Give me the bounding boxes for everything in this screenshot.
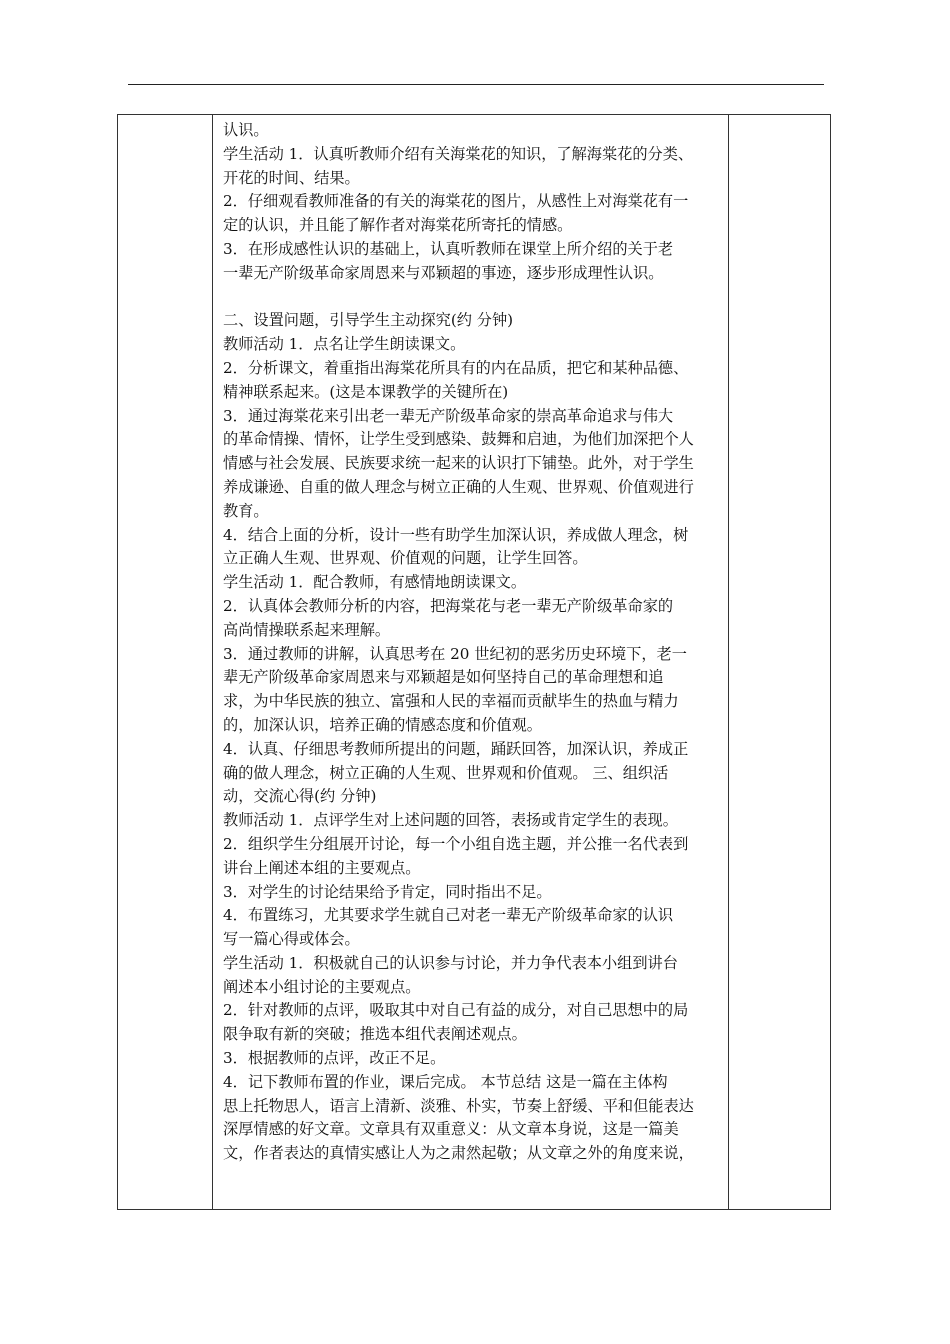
text-line: 2．认真体会教师分析的内容，把海棠花与老一辈无产阶级革命家的 xyxy=(223,596,674,615)
text-line: 2．仔细观看教师准备的有关的海棠花的图片，从感性上对海棠花有一 xyxy=(223,192,689,211)
text-line: 的，加深认识，培养正确的情感态度和价值观。 xyxy=(223,715,542,734)
right-column-cell xyxy=(728,115,830,1209)
text-line: 4．认真、仔细思考教师所提出的问题，踊跃回答，加深认识，养成正 xyxy=(223,739,689,758)
text-line: 写一篇心得或体会。 xyxy=(223,930,360,949)
text-line: 4．记下教师布置的作业，课后完成。 本节总结 这是一篇在主体构 xyxy=(223,1072,668,1091)
lesson-table xyxy=(117,114,831,1210)
text-line: 教师活动 1．点名让学生朗读课文。 xyxy=(223,335,466,354)
text-line: 学生活动 1．积极就自己的认识参与讨论，并力争代表本小组到讲台 xyxy=(223,953,678,972)
header-rule xyxy=(128,84,824,85)
text-line: 2．分析课文，着重指出海棠花所具有的内在品质，把它和某种品德、 xyxy=(223,358,689,377)
text-line: 动，交流心得(约 分钟) xyxy=(223,787,377,806)
text-line: 讲台上阐述本组的主要观点。 xyxy=(223,858,421,877)
text-line: 3．根据教师的点评，改正不足。 xyxy=(223,1049,446,1068)
text-line: 开花的时间、结果。 xyxy=(223,168,360,187)
text-line: 的革命情操、情怀，让学生受到感染、鼓舞和启迪，为他们加深把个人 xyxy=(223,430,694,449)
lesson-content-cell xyxy=(223,119,728,1209)
text-line: 一辈无产阶级革命家周恩来与邓颖超的事迹，逐步形成理性认识。 xyxy=(223,263,664,282)
text-line: 限争取有新的突破；推选本组代表阐述观点。 xyxy=(223,1025,527,1044)
text-line: 确的做人理念，树立正确的人生观、世界观和价值观。 三、组织活 xyxy=(223,763,669,782)
text-line: 3．在形成感性认识的基础上，认真听教师在课堂上所介绍的关于老 xyxy=(223,239,674,258)
text-line: 3．通过海棠花来引出老一辈无产阶级革命家的崇高革命追求与伟大 xyxy=(223,406,674,425)
text-line: 阐述本小组讨论的主要观点。 xyxy=(223,977,421,996)
text-line: 2．组织学生分组展开讨论，每一个小组自选主题，并公推一名代表到 xyxy=(223,834,689,853)
text-line: 教育。 xyxy=(223,501,269,520)
text-line: 文，作者表达的真情实感让人为之肃然起敬；从文章之外的角度来说， xyxy=(223,1144,694,1163)
text-line: 2．针对教师的点评，吸取其中对自己有益的成分，对自己思想中的局 xyxy=(223,1001,689,1020)
text-line: 3．对学生的讨论结果给予肯定，同时指出不足。 xyxy=(223,882,552,901)
text-line: 二、设置问题，引导学生主动探究(约 分钟) xyxy=(223,311,514,330)
text-line: 高尚情操联系起来理解。 xyxy=(223,620,391,639)
text-line: 辈无产阶级革命家周恩来与邓颖超是如何坚持自己的革命理想和追 xyxy=(223,668,664,687)
text-line: 认识。 xyxy=(223,121,269,139)
text-line: 学生活动 1．配合教师，有感情地朗读课文。 xyxy=(223,573,527,592)
text-line xyxy=(223,286,728,310)
text-line: 教师活动 1．点评学生对上述问题的回答，表扬或肯定学生的表现。 xyxy=(223,811,678,830)
text-line: 3．通过教师的讲解，认真思考在 20 世纪初的恶劣历史环境下，老一 xyxy=(223,644,687,663)
text-line: 思上托物思人，语言上清新、淡雅、朴实，节奏上舒缓、平和但能表达 xyxy=(223,1096,694,1115)
text-line: 求，为中华民族的独立、富强和人民的幸福而贡献毕生的热血与精力 xyxy=(223,692,679,711)
text-line: 学生活动 1．认真听教师介绍有关海棠花的知识，了解海棠花的分类、 xyxy=(223,144,694,163)
text-line: 定的认识，并且能了解作者对海棠花所寄托的情感。 xyxy=(223,216,573,235)
text-line: 深厚情感的好文章。文章具有双重意义：从文章本身说，这是一篇美 xyxy=(223,1120,679,1139)
text-line: 4．布置练习，尤其要求学生就自己对老一辈无产阶级革命家的认识 xyxy=(223,906,674,925)
text-line: 情感与社会发展、民族要求统一起来的认识打下铺垫。此外，对于学生 xyxy=(223,454,694,473)
text-line: 立正确人生观、世界观、价值观的问题，让学生回答。 xyxy=(223,549,588,568)
text-line: 4．结合上面的分析，设计一些有助学生加深认识，养成做人理念，树 xyxy=(223,525,689,544)
text-line: 养成谦逊、自重的做人理念与树立正确的人生观、世界观、价值观进行 xyxy=(223,477,694,496)
text-line: 精神联系起来。(这是本课教学的关键所在) xyxy=(223,382,509,401)
left-column-cell xyxy=(118,115,213,1209)
